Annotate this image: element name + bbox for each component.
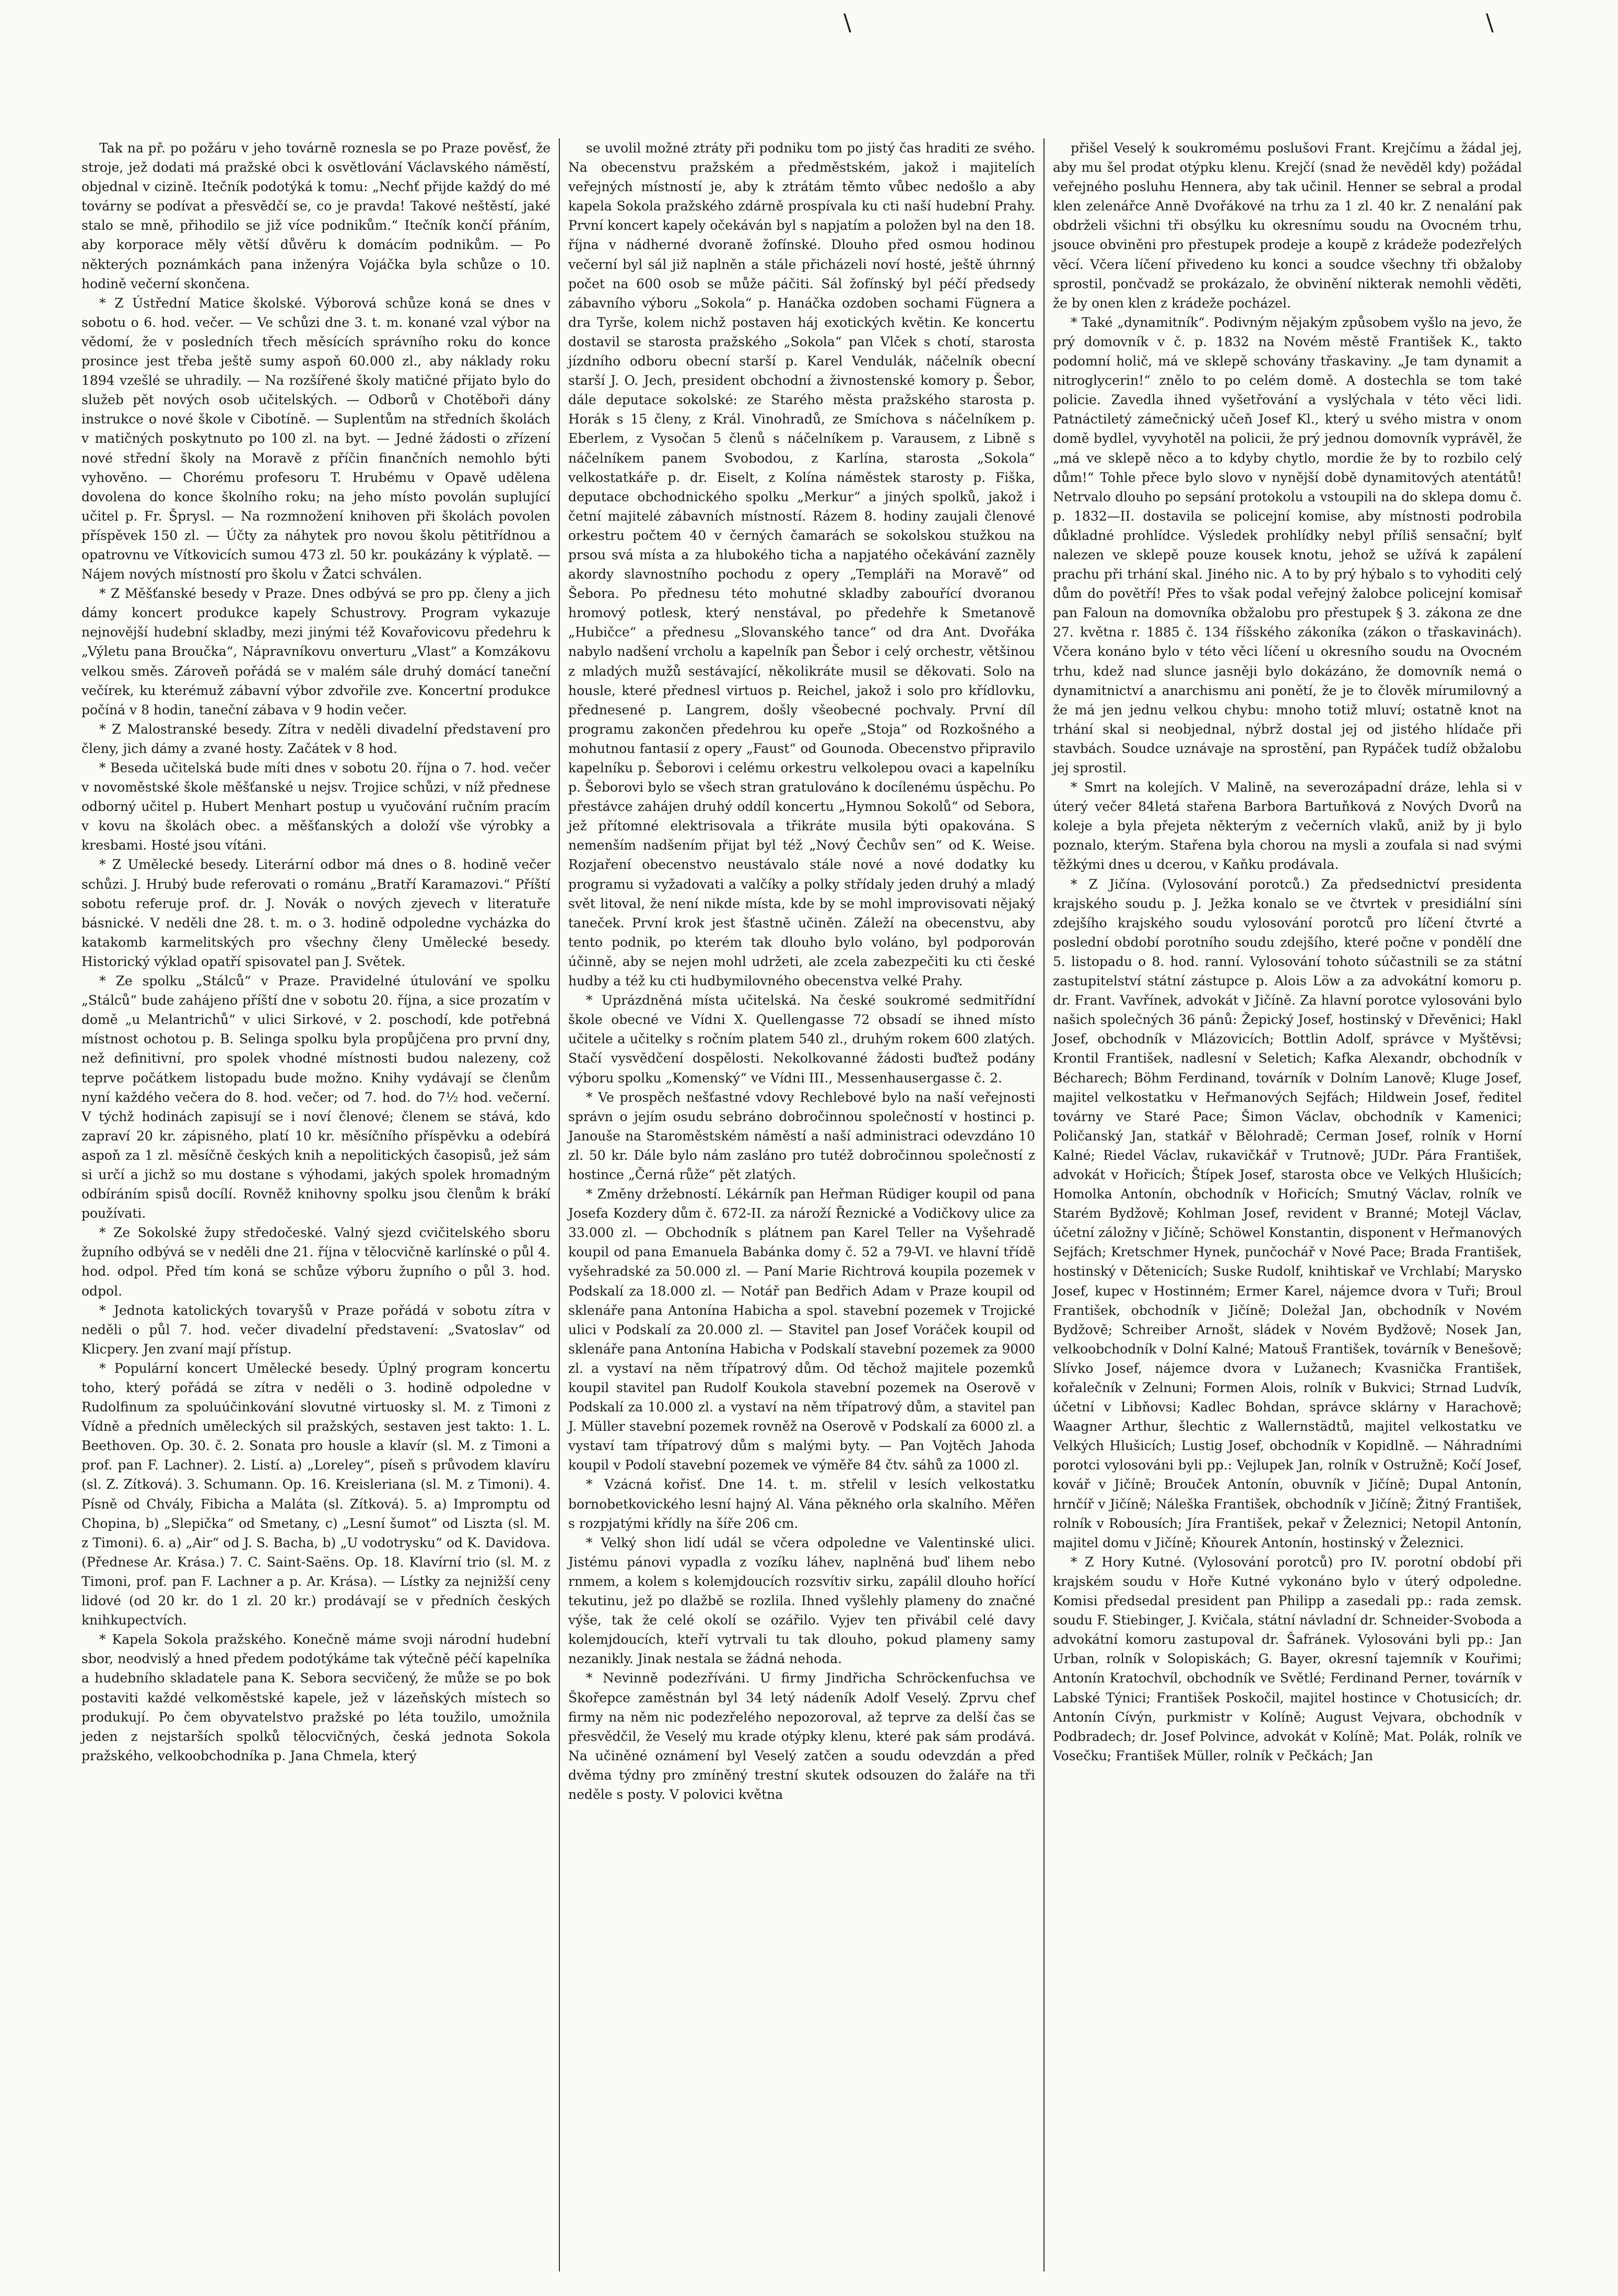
article-paragraph: * Populární koncert Umělecké besedy. Úplný program koncertu toho, který pořádá se zítra v neděli o 3. hodině odpoledne v Rudolfinum za spoluúčinkování slovutné virtuosky sl. M. z Timoni z Vídně a předních uměleckých sil pražských, sestaven jest takto: 1. L. Beethoven. Op. 30. č. 2. Sonata pro housle a klavír (sl. M. z Timoni a prof. pan F. Lachner). 2. Listí. a) „Loreley“, píseň s průvodem klavíru (sl. Z. Zítková). 3. Schumann. Op. 16. Kreisleriana (sl. M. z Timoni). 4. Písně od Chvály, Fibicha a Maláta (sl. Zítková). 5. a) Impromptu od Chopina, b) „Slepička“ od Smetany, c) „Lesní šumot“ od Liszta (sl. M. z Timoni). 6. a) „Air“ od J. S. Bacha, b) „U vodotrysku“ od K. Davidova. (Přednese Ar. Krása.) 7. C. Saint-Saëns. Op. 18. Klavírní trio (sl. M. z Timoni, prof. pan F. Lachner a p. Ar. Krása). — Lístky za nejnižší ceny lidové (od 20 kr. do 1 zl. 20 kr.) prodávají se v předních českých knihkupectvích. xyxy=(81,1360,550,1628)
article-paragraph: přišel Veselý k soukromému poslušovi Frant. Krejčímu a žádal jej, aby mu šel prodat otýpku klenu. Krejčí (snad že nevěděl kdy) požádal veřejného posluhu Hennera, aby tak učinil. Henner se sebral a prodal klen zelenářce Anně Dvořákové na trhu za 1 zl. 40 kr. Z nenalání pak obdrželi všichni tři obsýlku ku okresnímu soudu na Ovocném trhu, jsouce obviněni pro přestupek prodeje a koupě z krádeže podezřelých věcí. Včera líčení přivedeno ku konci a soudce všechny tři obžaloby sprostil, pončvadž se prokázalo, že obvinění nikterak nemohli věděti, že by onen klen z krádeže pocházel. xyxy=(1053,140,1522,311)
article-paragraph: Tak na př. po požáru v jeho továrně roznesla se po Praze pověsť, že stroje, jež dodati má pražské obci k osvětlování Václavského náměstí, objednal v cizině. Itečník podotýká k tomu: „Nechť přijde každý do mé továrny se podívat a přesvědčí se, co je pravda! Takové neštěstí, jaké stalo se mně, přihodilo se již více podnikům.“ Itečník končí přáním, aby korporace měly větší důvěru k domácím podnikům. — Po některých poznámkách pana inženýra Vojáčka byla schůze o 10. hodině večerní skončena. xyxy=(81,140,550,291)
article-paragraph: * Velký shon lidí udál se včera odpoledne ve Valentinské ulici. Jistému pánovi vypadla z vozíku láhev, naplněná buď lihem nebo rnmem, a kolem s kolemjdoucích rozsvítiv sirku, zapálil dlouho hořící tekutinu, jež po dlažbě se rozlila. Ihned vyšlehly plameny do značné výše, tak že celé okolí se ozářilo. Vyjev ten přivábil celé davy kolemjdoucích, kteří vytrvali tu tak dlouho, pokud plameny samy nezanikly. Jinak nestala se žádná nehoda. xyxy=(568,1535,1035,1667)
article-paragraph: * Z Hory Kutné. (Vylosování porotců) pro IV. porotní období při krajském soudu v Hoře Kutné vykonáno bylo v úterý odpoledne. Komisi předsedal president pan Philipp a zasedali pp.: rada zemsk. soudu F. Stiebinger, J. Kvičala, státní návladní dr. Schneider-Svoboda a advokátní komoru zastupoval dr. Šafránek. Vylosováni byli pp.: Jan Urban, rolník v Solopiskách; G. Bayer, okresní tajemník v Kouřimi; Antonín Kratochvíl, obchodník ve Světlé; Ferdinand Perner, továrník v Labské Týnici; František Poskočil, majitel hostince v Chotusicích; dr. Antonín Cívýn, purkmistr v Kolíně; August Vejvara, obchodník v Podbradech; dr. Josef Polvince, advokát v Kolíně; Mat. Polák, rolník ve Vosečku; František Müller, rolník v Pečkách; Jan xyxy=(1053,1554,1522,1763)
article-paragraph: * Ze Sokolské župy středočeské. Valný sjezd cvičitelského sboru župního odbývá se v neděli dne 21. října v tělocvičně karlínské o půl 4. hod. odpol. Před tím koná se schůze výboru župního o půl 3. hod. odpol. xyxy=(81,1225,550,1299)
article-paragraph: * Z Ústřední Matice školské. Výborová schůze koná se dnes v sobotu o 6. hod. večer. — Ve schůzi dne 3. t. m. konané vzal výbor na vědomí, že v posledních třech měsících správního roku do konce prosince jest třeba ještě sumy aspoň 60.000 zl., aby náklady roku 1894 vzešlé se uhradily. — Na rozšířené školy matičné přijato bylo do služeb pět nových osob učitelských. — Odborů v Chotěboři dány instrukce o nové škole v Cibotíně. — Suplentům na středních školách v matičných poskytnuto po 100 zl. na byt. — Jedné žádosti o zřízení nové střední školy na Moravě z příčin finančních nemohlo býti vyhověno. — Chorému profesoru T. Hrubému v Opavě udělena dovolena do konce školního roku; na jeho místo povolán suplující učitel p. Fr. Šprysl. — Na rozmnožení knihoven při školách povolen příspěvek 150 zl. — Účty za náhytek pro novou školu pětitřídnou a opatrovnu ve Vítkovicích sumou 473 zl. 50 kr. poukázány k výplatě. — Nájem nových místností pro školu v Žatci schválen. xyxy=(81,295,550,582)
article-paragraph: se uvolil možné ztráty při podniku tom po jistý čas hraditi ze svého. Na obecenstvu pražském a předměstském, jakož i majitelích veřejných místností je, aby k ztrátám těmto vůbec nedošlo a aby kapela Sokola pražského zdárně prospívala ku cti naší hudební Prahy. První koncert kapely očekáván byl s napjatím a položen byl na den 18. října v nádherné dvoraně žofínské. Dlouho před osmou hodinou večerní byl sál již naplněn a stále přicházeli noví hosté, ještě úhrnný počet na 600 osob se může páčiti. Sál žofínský byl péčí předsedy zábavního výboru „Sokola“ p. Hanáčka ozdoben sochami Fügnera a dra Tyrše, kolem nichž postaven háj exotických květin. Ke koncertu dostavil se starosta pražského „Sokola“ pan Vlček s chotí, starosta jízdního odboru obecní starší p. Karel Vendulák, náčelník obecní starší J. O. Jech, president obchodní a živnostenské komory p. Šebor, dále deputace sokolské: ze Starého města pražského starosta p. Horák s 15 členy, z Král. Vinohradů, ze Smíchova s náčelníkem p. Eberlem, z Vysočan 5 členů s náčelníkem p. Varausem, z Libně s náčelníkem panem Svobodou, z Karlína, starosta „Sokola“ velkostatkáře p. dr. Eiselt, z Kolína náměstek starosty p. Fiška, deputace obchodnického spolku „Merkur“ a jiných spolků, jakož i četní majitelé zábavních místností. Rázem 8. hodiny zaujali členové orkestru počtem 40 v černých čamarách se sokolskou stužkou na prsou svá místa a za hlubokého ticha a napjatého očekávání zazněly akordy slavnostního pochodu z opery „Templáři na Moravě“ od Šebora. Po přednesu této mohutné skladby zabouřící dvoranou hromový potlesk, který nenstával, po předehře k Smetanově „Hubičce“ a přednesu „Slovanského tance“ od dra Ant. Dvořáka nabylo nadšení vrcholu a kapelník pan Šebor i celý orchestr, většinou z mladých mužů sestávající, několikráte musil se děkovati. Solo na housle, které přednesl virtuos p. Reichel, jakož i solo pro křídlovku, přednesené p. Langrem, došly všeobecné pochvaly. První díl programu zakončen předehrou ku opeře „Stoja“ od Rozkošného a mohutnou fantasií z opery „Faust“ od Gounoda. Obecenstvo připravilo kapelníku p. Šeborovi i celému orkestru velkolepou ovaci a kapelníku p. Šeborovi bylo se všech stran gratulováno k docílenému úspěchu. Po přestávce zahájen druhý oddíl koncertu „Hymnou Sokolů“ od Sebora, jež přítomné elektrisovala a třikráte musila býti opakována. S nemenším nadšením přijat byl též „Nový Čechův sen“ od K. Weise. Rozjaření obecenstvo neustávalo stále nové a nové dodatky ku programu si vyžadovati a valčíky a polky střídaly jeden druhý a mladý svět litoval, že není nikde místa, kde by se mohl improvisovati nějaký taneček. První krok jest šťastně učiněn. Záleží na obecenstvu, aby tento podnik, po kterém tak dlouho bylo voláno, byl podporován účinně, aby se nejen mohl udržeti, ale zcela zabezpečiti ku cti české hudby a též ku cti hudbymilovného obecenstva velké Prahy. xyxy=(568,140,1035,989)
article-paragraph: * Z Umělecké besedy. Literární odbor má dnes o 8. hodině večer schůzi. J. Hrubý bude referovati o románu „Bratří Karamazovi.“ Příští sobotu referuje prof. dr. J. Novák o nových zjevech v literatuře básnické. V neděli dne 28. t. m. o 3. hodině odpoledne vycházka do katakomb karmelitských pro všechny členy Umělecké besedy. Historický výklad opatří spisovatel pan J. Světek. xyxy=(81,857,550,969)
column-middle xyxy=(559,138,1045,2271)
article-paragraph: * Ze spolku „Stálců“ v Praze. Pravidelné útulování ve spolku „Stálců“ bude zahájeno příští dne v sobotu 20. října, a sice prozatím v domě „u Melantrichů“ v ulici Sirkové, v 2. poschodí, kde potřebná místnost ochotou p. B. Selinga spolku byla propůjčena pro první dny, než definitivní, pro spolek vhodné místnosti budou nalezeny, což teprve počátkem listopadu bude možno. Knihy vydávají se členům nyní každého večera do 8. hod. večer; od 7. hod. do 7½ hod. večerní. V týchž hodinách zapisují se i noví členové; členem se stává, kdo zapraví 20 kr. zápisného, platí 10 kr. měsíčního příspěvku a odebírá aspoň za 1 zl. měsíčně českých knih a nepolitických časopisů, jež sám si určí a jichž so mu dostane s výhodami, jakých spolek hromadným odbíráním spisů docílí. Rovněž knihovny spolku jsou členům k brákí používati. xyxy=(81,973,550,1221)
column-right xyxy=(1045,138,1530,2271)
article-paragraph: * Uprázdněná místa učitelská. Na české soukromé sedmitřídní škole obecné ve Vídni X. Quellengasse 72 obsadí se ihned místo učitele a učitelky s ročním platem 540 zl., druhým rokem 600 zlatých. Stačí vysvědčení dospělosti. Nekolkovanné žádosti buďtež podány výboru spolku „Komenský“ ve Vídni III., Messenhausergasse č. 2. xyxy=(568,993,1035,1086)
article-paragraph: * Vzácná kořisť. Dne 14. t. m. střelil v lesích velkostatku bornobetkovického lesní hajný Al. Vána pěkného orla skalního. Měřen s rozpjatými křídly na šíře 206 cm. xyxy=(568,1477,1035,1531)
article-paragraph: * Z Měšťanské besedy v Praze. Dnes odbývá se pro pp. členy a jich dámy koncert produkce kapely Schustrovy. Program vykazuje nejnovější hudební skladby, mezi jinými též Kovařovicovu předehru k „Výletu pana Broučka“, Nápravníkovu onverturu „Vlast“ a Komzákovu velkou směs. Zároveň pořádá se v malém sále druhý domácí taneční večírek, ku kterémuž zábavní výbor zdvořile zve. Koncertní produkce počíná v 8 hodin, taneční zábava v 9 hodin večer. xyxy=(81,586,550,717)
top-center-mark: \ xyxy=(843,9,851,36)
column-left xyxy=(73,138,559,2271)
article-paragraph: * Také „dynamitník“. Podivným nějakým způsobem vyšlo na jevo, že prý domovník v č. p. 1832 na Novém městě František K., takto podomní holič, má ve sklepě schovány třaskaviny. „Je tam dynamit a nitroglycerin!“ znělo to po celém domě. A dostechla se tom také policie. Zavedla ihned vyšetřování a vyslýchala v této věci lidi. Patnáctiletý zámečnický učeň Josef Kl., který u svého mistra v onom domě bydlel, vyvyhotěl na policii, že prý jednou domovník vyprávěl, že „má ve sklepě něco a to kdyby chytlo, mordie že by to rozbilo celý dům!“ Tohle přece bylo slovo v nynější době dynamitových atentátů! Netrvalo dlouho po sepsání protokolu a vstoupili na do sklepa domu č. p. 1832—II. dostavila se policejní komise, aby místnosti podrobila důkladné prohlídce. Výsledek prohlídky nebyl příliš sensační; bylť nalezen ve sklepě pouze kousek knotu, jehož se užívá k zapálení prachu při trhání skal. Jiného nic. A to by prý hýbalo s to vyhoditi celý dům do povětří! Přes to však podal veřejný žalobce policejní komisař pan Faloun na domovníka obžalobu pro přestupek § 3. zákona ze dne 27. května r. 1885 č. 134 říšského zákoníka (zákon o třaskavinách). Včera konáno bylo v této věci líčení u okresního soudu na Ovocném trhu, kdež nad slunce jasněji bylo dokázáno, že domovník nemá o dynamitnictví a anarchismu ani ponětí, že je to člověk mírumilovný a že má jen jednu velkou chybu: mnoho totiž mluví; ostatně knot na trhání skal si neobjednal, nýbrž dostal jej od jistého hlídače při stavbách. Soudce uznávaje na sprostění, pan Rypáček tudíž obžalobu jej sprostil. xyxy=(1053,314,1522,775)
article-paragraph: * Z Jičína. (Vylosování porotců.) Za předsednictví presidenta krajského soudu p. J. Ježka konalo se ve čtvrtek v presidiální síni zdejšího krajského soudu vylosování porotců pro líčení čtvrté a poslední období porotního soudu zdejšího, které počne v pondělí dne 5. listopadu o 8. hod. ranní. Vylosování tohoto súčastnili se za státní zastupitelství státní zástupce p. Alois Löw a za advokátní komoru p. dr. Frant. Vavřínek, advokát v Jičíně. Za hlavní porotce vylosováni bylo našich společných 36 pánů: Žepický Josef, hostinský v Dřevěnici; Hakl Josef, obchodník v Mlázovicích; Bottlin Adolf, správce v Myštěvsi; Krontil František, nadlesní v Seletich; Kafka Alexandr, obchodník v Bécharech; Böhm Ferdinand, továrník v Dolním Lanově; Kluge Josef, majitel velkostatku v Heřmanových Sejfách; Hildwein Josef, ředitel továrny ve Staré Pace; Šimon Václav, obchodník v Kamenici; Poličanský Jan, statkář v Bělohradě; Cerman Josef, rolník v Horní Kalné; Riedel Václav, rukavičkář v Trutnově; JUDr. Pára František, advokát v Hořicích; Štípek Josef, starosta obce ve Velkých Hlušicích; Homolka Antonín, obchodník v Hořicích; Smutný Václav, rolník ve Starém Bydžově; Kohlman Josef, revident v Branné; Motejl Václav, účetní záložny v Jičíně; Schöwel Konstantin, disponent v Heřmanových Sejfách; Kretschmer Hynek, punčochář v Nové Pace; Brada František, hostinský v Dětenicích; Suske Rudolf, knihtiskař ve Vrchlabí; Marysko Josef, kupec v Hostinném; Ermer Karel, nájemce dvora v Tuři; Broul František, obchodník v Jičíně; Doležal Jan, obchodník v Novém Bydžově; Schreiber Arnošt, sládek v Novém Bydžově; Nosek Jan, velkoobchodník v Dolní Kalné; Matouš František, továrník v Benešově; Slívko Josef, nájemce dvora v Lužanech; Kvasnička František, kořalečník v Zelnuni; Formen Alois, rolník v Bukvici; Strnad Ludvík, účetní v Libňovsi; Kadlec Bohdan, správce sklárny v Harachově; Waagner Arthur, šlechtic z Wallernstädtů, majitel velkostatku ve Velkých Hlušicích; Lustig Josef, obchodník v Kopidlně. — Náhradními porotci vylosováni byli pp.: Vejlupek Jan, rolník v Ostružně; Kočí Josef, kovář v Jičíně; Brouček Antonín, obuvník v Jičíně; Dupal Antonín, hrnčíř v Jičíně; Náleška František, obchodník v Jičíně; Žitný František, rolník v Robousích; Jíra František, pekař v Železnici; Netopil Antonín, majitel domu v Jičíně; Kňourek Antonín, hostinský v Železnici. xyxy=(1053,876,1522,1550)
top-right-mark: \ xyxy=(1486,9,1494,36)
article-paragraph: * Nevinně podezříváni. U firmy Jindřicha Schröckenfuchsa ve Škořepce zaměstnán byl 34 letý nádeník Adolf Veselý. Zprvu chef firmy na něm nic podezřelého nepozoroval, až teprve za delší čas se přesvědčil, že Veselý mu krade otýpky klenu, které pak sám prodává. Na učiněné oznámení byl Veselý zatčen a soudu odevzdán a před dvěma týdny pro zmíněný trestní skutek odsouzen do žaláře na tři neděle s posty. V polovici května xyxy=(568,1670,1035,1802)
article-paragraph: * Kapela Sokola pražského. Konečně máme svoji národní hudební sbor, neodvislý a hned předem podotýkáme tak výtečně péčí kapelníka a hudebního skladatele pana K. Sebora secvičený, že může se po bok postaviti každé velkoměstské kapele, jež v lázeňských místech so produkují. Po čem obyvatelstvo pražské po léta toužilo, umožnila jeden z nejstarších spolků tělocvičných, česká jednota Sokola pražského, velkoobchodníka p. Jana Chmela, který xyxy=(81,1632,550,1763)
article-paragraph: * Změny držebností. Lékárník pan Heřman Rüdiger koupil od pana Josefa Kozdery dům č. 672-II. za nároží Řeznické a Vodičkovy ulice za 33.000 zl. — Obchodník s plátnem pan Karel Teller na Vyšehradě koupil od pana Emanuela Babánka domy č. 52 a 79-VI. ve hlavní třídě vyšehradské za 50.000 zl. — Paní Marie Richtrová koupila pozemek v Podskalí za 18.000 zl. — Notář pan Bedřich Adam v Praze koupil od sklenáře pana Antonína Habicha a spol. stavební pozemek v Trojické ulici v Podskalí za 20.000 zl. — Stavitel pan Josef Voráček koupil od sklenáře pana Antonína Habicha v Podskalí stavební pozemek za 9000 zl. a vystaví na něm třípatrový dům. Od těchož majitele pozemků koupil stavitel pan Rudolf Koukola stavební pozemek na Oserově v Podskalí za 10.000 zl. a vystaví na něm třípatrový dům, a stavitel pan J. Müller stavební pozemek rovněž na Oserově v Podskalí za 6000 zl. a vystaví tam třípatrový dům s malými byty. — Pan Vojtěch Jahoda koupil v Podolí stavební pozemek ve výměře 84 čtv. sáhů za 1000 zl. xyxy=(568,1186,1035,1473)
article-paragraph: * Ve prospěch nešťastné vdovy Rechlebové bylo na naší veřejnosti správn o jejím osudu sebráno dobročinnou společností v hostinci p. Janouše na Staroměstském náměstí a naší administraci odevzdáno 10 zl. 50 kr. Dále bylo nám zasláno pro tutéž dobročinnou společností z hostince „Černá růže“ pět zlatých. xyxy=(568,1089,1035,1182)
article-paragraph: * Beseda učitelská bude míti dnes v sobotu 20. října o 7. hod. večer v novoměstské škole měšťanské u nejsv. Trojice schůzi, v níž přednese odborný učitel p. Hubert Menhart postup u vyučování ručním pracím v kovu na školách obec. a měšťanských a doloží vše výrobky a kresbami. Hosté jsou vítáni. xyxy=(81,760,550,853)
newspaper-page xyxy=(73,138,1530,2271)
article-paragraph: * Z Malostranské besedy. Zítra v neděli divadelní představení pro členy, jich dámy a zvané hosty. Začátek v 8 hod. xyxy=(81,721,550,756)
article-paragraph: * Jednota katolických tovaryšů v Praze pořádá v sobotu zítra v neděli o půl 7. hod. večer divadelní představení: „Svatoslav“ od Klicpery. Jen zvaní mají přístup. xyxy=(81,1302,550,1357)
top-margin-marks xyxy=(0,9,1618,41)
article-paragraph: * Smrt na kolejích. V Malině, na severozápadní dráze, lehla si v úterý večer 84letá stařena Barbora Bartuňková z Nových Dvorů na koleje a byla přejeta některým z večerních vlaků, aniž by ji bylo poznalo, kterým. Stařena byla chorou na mysli a zoufala si nad svými těžkými dnes u dcerou, v Kaňku prodávala. xyxy=(1053,780,1522,873)
